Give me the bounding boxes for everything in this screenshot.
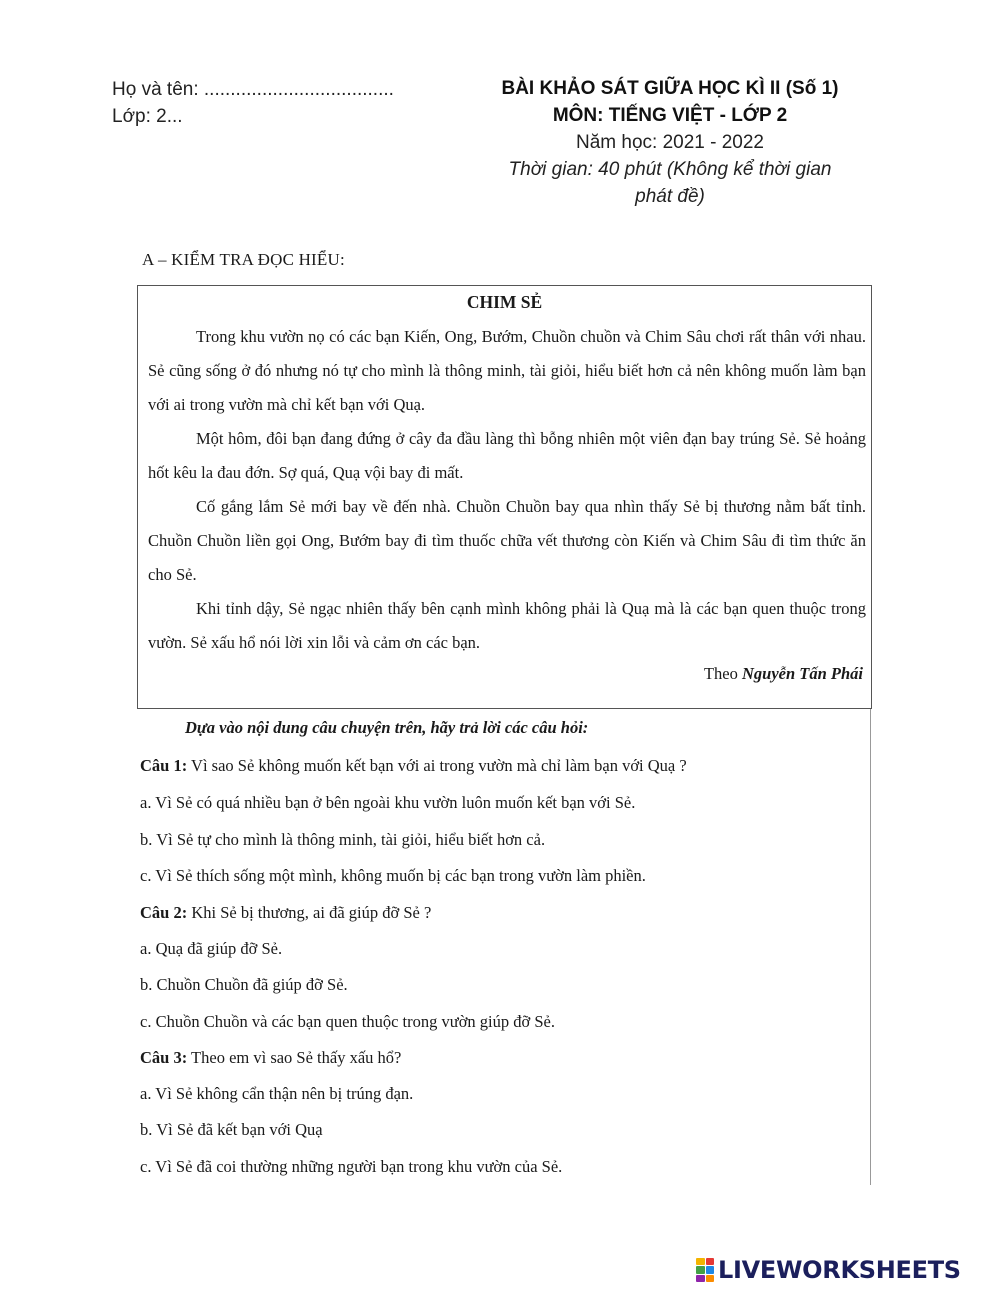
reading-passage <box>137 285 872 709</box>
answer-option[interactable]: c. Vì Sẻ thích sống một mình, không muốn bị các bạn trong vườn làm phiền. <box>140 866 646 885</box>
answer-option[interactable]: a. Vì Sẻ không cẩn thận nên bị trúng đạn. <box>140 1084 414 1103</box>
margin-rule <box>870 709 871 1185</box>
passage-paragraph: Khi tỉnh dậy, Sẻ ngạc nhiên thấy bên cạnh mình không phải là Quạ mà là các bạn quen thuộc trong vườn. Sẻ xấu hổ nói lời xin lỗi và cảm ơn các bạn. <box>148 599 866 652</box>
attribution-prefix: Theo <box>703 664 742 683</box>
question-text: Vì sao Sẻ không muốn kết bạn với ai trong vườn mà chỉ làm bạn với Quạ ? <box>187 756 687 775</box>
exam-subject: MÔN: TIẾNG VIỆT - LỚP 2 <box>552 105 788 126</box>
section-heading: A – KIỂM TRA ĐỌC HIỂU: <box>142 250 345 269</box>
answer-option[interactable]: b. Vì Sẻ tự cho mình là thông minh, tài giỏi, hiểu biết hơn cả. <box>140 830 546 849</box>
question-1 <box>140 756 687 776</box>
answer-option[interactable]: a. Quạ đã giúp đỡ Sẻ. <box>140 939 283 958</box>
logo-tile <box>706 1258 715 1265</box>
question-label: Câu 1: <box>140 756 188 775</box>
exam-title: BÀI KHẢO SÁT GIỮA HỌC KÌ II (Số 1) <box>501 78 839 99</box>
class-field-label: Lớp: 2... <box>112 106 183 127</box>
brand-text: LIVEWORKSHEETS <box>718 1256 961 1284</box>
logo-tile <box>696 1266 705 1273</box>
liveworksheets-logo-icon <box>696 1258 714 1282</box>
attribution-author: Nguyễn Tấn Phái <box>741 664 863 683</box>
logo-tile <box>696 1275 705 1282</box>
question-text: Theo em vì sao Sẻ thấy xấu hổ? <box>187 1048 402 1067</box>
passage-attribution <box>704 664 863 684</box>
answer-option[interactable]: b. Chuồn Chuồn đã giúp đỡ Sẻ. <box>140 975 348 994</box>
exam-time-line-2: phát đề) <box>635 186 705 207</box>
school-year: Năm học: 2021 - 2022 <box>575 132 764 153</box>
question-text: Khi Sẻ bị thương, ai đã giúp đỡ Sẻ ? <box>187 903 432 922</box>
answer-option[interactable]: c. Chuồn Chuồn và các bạn quen thuộc trong vườn giúp đỡ Sẻ. <box>140 1012 555 1031</box>
answer-option[interactable]: a. Vì Sẻ có quá nhiều bạn ở bên ngoài khu vườn luôn muốn kết bạn với Sẻ. <box>140 793 636 812</box>
questions-instruction: Dựa vào nội dung câu chuyện trên, hãy trả lời các câu hỏi: <box>185 718 589 737</box>
liveworksheets-brand <box>696 1255 961 1285</box>
passage-paragraph: Trong khu vườn nọ có các bạn Kiến, Ong, Bướm, Chuồn chuồn và Chim Sâu chơi rất thân với nhau. Sẻ cũng sống ở đó nhưng nó tự cho mình là thông minh, tài giỏi, hiểu biết hơn cả nên không muốn làm bạn với ai trong vườn mà chỉ kết bạn với Quạ. <box>148 327 866 414</box>
question-label: Câu 2: <box>140 903 188 922</box>
answer-option[interactable]: c. Vì Sẻ đã coi thường những người bạn trong khu vườn của Sẻ. <box>140 1157 563 1176</box>
logo-tile <box>706 1266 715 1273</box>
answer-option[interactable]: b. Vì Sẻ đã kết bạn với Quạ <box>140 1120 323 1139</box>
name-field-label: Họ và tên: .................................... <box>112 79 394 100</box>
student-info <box>112 76 394 130</box>
passage-title: CHIM SẺ <box>466 292 543 312</box>
exam-header <box>455 75 885 210</box>
logo-tile <box>706 1275 715 1282</box>
question-3 <box>140 1048 401 1068</box>
passage-paragraph: Một hôm, đôi bạn đang đứng ở cây đa đầu làng thì bỗng nhiên một viên đạn bay trúng Sẻ. Sẻ hoảng hốt kêu la đau đớn. Sợ quá, Quạ vội bay đi mất. <box>148 429 866 482</box>
exam-time-line-1: Thời gian: 40 phút (Không kể thời gian <box>508 159 832 180</box>
passage-paragraph: Cố gắng lắm Sẻ mới bay về đến nhà. Chuồn Chuồn bay qua nhìn thấy Sẻ bị thương nằm bất tỉnh. Chuồn Chuồn liền gọi Ong, Bướm bay đi tìm thuốc chữa vết thương còn Kiến và Chim Sâu đi tìm thức ăn cho Sẻ. <box>148 497 866 584</box>
question-label: Câu 3: <box>140 1048 188 1067</box>
question-2 <box>140 903 431 923</box>
logo-tile <box>696 1258 705 1265</box>
